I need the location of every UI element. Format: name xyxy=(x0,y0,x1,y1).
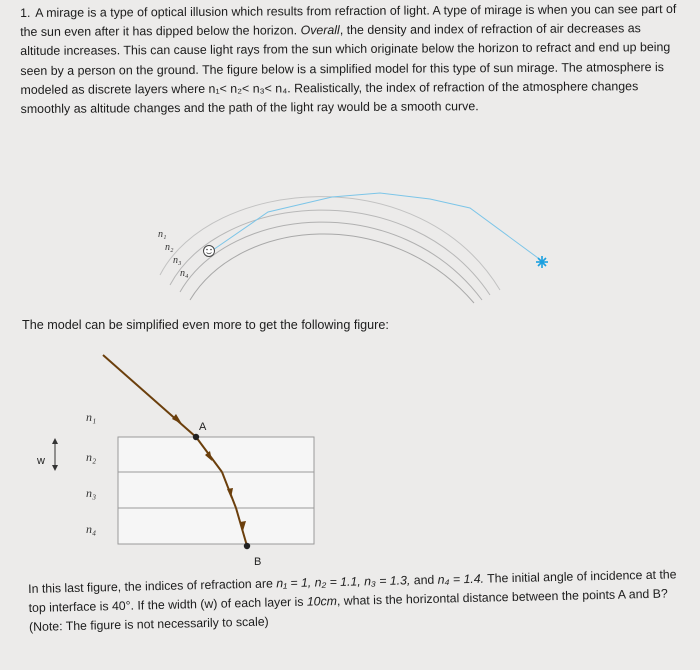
layer-n2 xyxy=(118,437,314,472)
slab-label-n4: n₄ xyxy=(86,522,97,536)
layer-figure xyxy=(36,355,314,568)
width-label: w xyxy=(37,455,45,467)
indices-values: n₁ = 1, n₂ = 1.1, n₃ = 1.3, xyxy=(276,573,411,591)
layer-n3 xyxy=(118,472,314,508)
layer-label-n3: n₃ xyxy=(173,255,182,266)
ray-arrow-1 xyxy=(172,414,182,424)
problem-intro-b: , the density and index of refraction of air decreases as altitude increases. This can cause light rays from the sun which originate below the horizon to refract and end up being seen by a person on the ground. The figure below is a simplified model for this type of sun mirage. The atmosphere is modeled as discrete layers where n₁< n₂< n₃< n₄. Realistically, the index of refraction of the atmosphere changes smoothly as altitude changes and the path of the light ray would be a smooth curve. xyxy=(20,21,671,117)
and-word: and xyxy=(410,572,438,588)
n4-value: n₄ = 1.4. xyxy=(437,571,485,587)
mirage-figure xyxy=(158,193,548,303)
layer-label-n1: n₁ xyxy=(158,229,167,240)
question-part-3: , what is the horizontal distance between the points A and B? (Note: The figure is not necessarily to scale) xyxy=(28,586,668,634)
width-value: 10cm xyxy=(306,593,338,609)
overall-word: Overall xyxy=(300,23,340,38)
slab-label-n3: n₃ xyxy=(86,486,97,500)
layer-label-n4: n₄ xyxy=(180,268,189,279)
layer-label-n2: n₂ xyxy=(165,242,174,253)
incident-ray xyxy=(103,355,196,437)
width-indicator xyxy=(52,438,58,471)
question-part-1: In this last figure, the indices of refraction are xyxy=(28,576,277,596)
layer-n4 xyxy=(118,508,314,544)
slab-label-n2: n₂ xyxy=(86,450,97,464)
point-b-dot xyxy=(244,543,250,549)
slab-label-n1: n₁ xyxy=(86,410,97,424)
atmosphere-arc-inner xyxy=(190,234,474,303)
simplified-model-caption: The model can be simplified even more to get the following figure: xyxy=(22,318,389,332)
point-a-label: A xyxy=(199,421,207,433)
smiley-observer-icon xyxy=(204,246,215,257)
problem-intro-a: A mirage is a type of optical illusion which results from refraction of light. A type of mirage is when you can see part of the sun even after it has dipped below the horizon. xyxy=(20,1,677,40)
atmosphere-arc-2 xyxy=(170,210,490,295)
point-a-dot xyxy=(193,434,199,440)
problem-number: 1. xyxy=(20,5,31,20)
point-b-label: B xyxy=(254,556,262,568)
question-part-2: The initial angle of incidence at the top interface is 40°. If the width (w) of each layer is xyxy=(28,567,677,615)
